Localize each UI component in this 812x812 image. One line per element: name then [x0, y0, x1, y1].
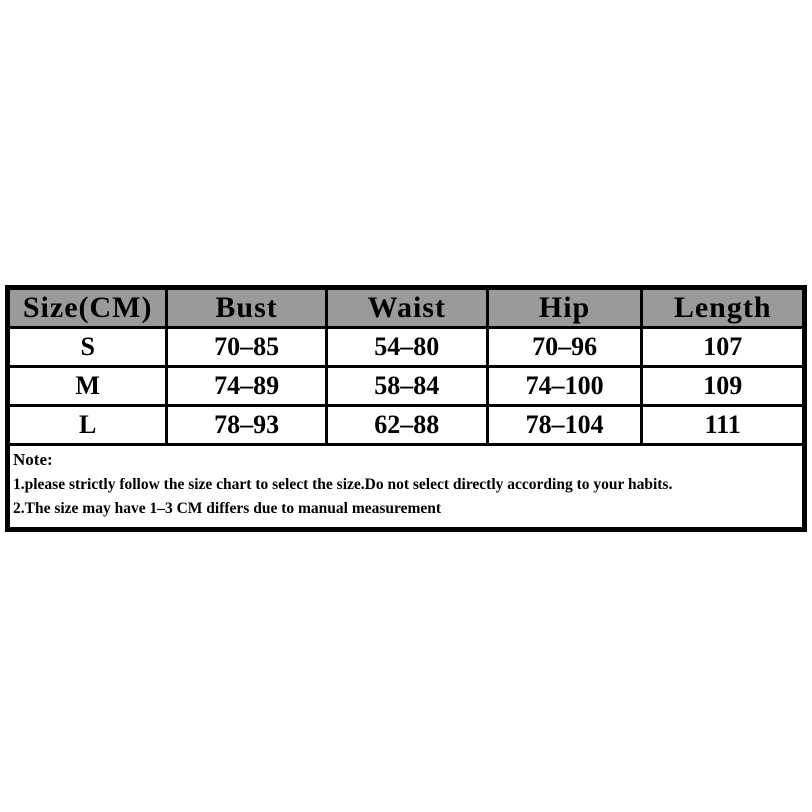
cell-bust-s: 70–85 [167, 328, 326, 367]
cell-bust-m: 74–89 [167, 367, 326, 406]
size-chart-table [5, 285, 807, 532]
cell-length-l: 111 [642, 406, 805, 445]
size-chart [5, 285, 807, 532]
cell-length-s: 107 [642, 328, 805, 367]
cell-hip-l: 78–104 [487, 406, 642, 445]
cell-hip-s: 70–96 [487, 328, 642, 367]
cell-size-m: M [8, 367, 167, 406]
cell-size-s: S [8, 328, 167, 367]
cell-waist-s: 54–80 [326, 328, 487, 367]
cell-hip-m: 74–100 [487, 367, 642, 406]
header-hip: Hip [487, 288, 642, 328]
note-section-row [8, 445, 805, 530]
header-bust: Bust [167, 288, 326, 328]
note-line-2: 2.The size may have 1–3 CM differs due to manual measurement [13, 499, 442, 517]
table-row [8, 406, 805, 445]
header-length: Length [642, 288, 805, 328]
note-line-1: 1.please strictly follow the size chart to select the size.Do not select directly according to your habits. [13, 475, 673, 493]
header-size: Size(CM) [8, 288, 167, 328]
cell-waist-m: 58–84 [326, 367, 487, 406]
table-header-row [8, 288, 805, 328]
header-waist: Waist [326, 288, 487, 328]
cell-length-m: 109 [642, 367, 805, 406]
table-row [8, 367, 805, 406]
cell-waist-l: 62–88 [326, 406, 487, 445]
table-row [8, 328, 805, 367]
note-title: Note: [13, 450, 53, 470]
cell-size-l: L [8, 406, 167, 445]
cell-bust-l: 78–93 [167, 406, 326, 445]
note-cell [8, 445, 805, 530]
